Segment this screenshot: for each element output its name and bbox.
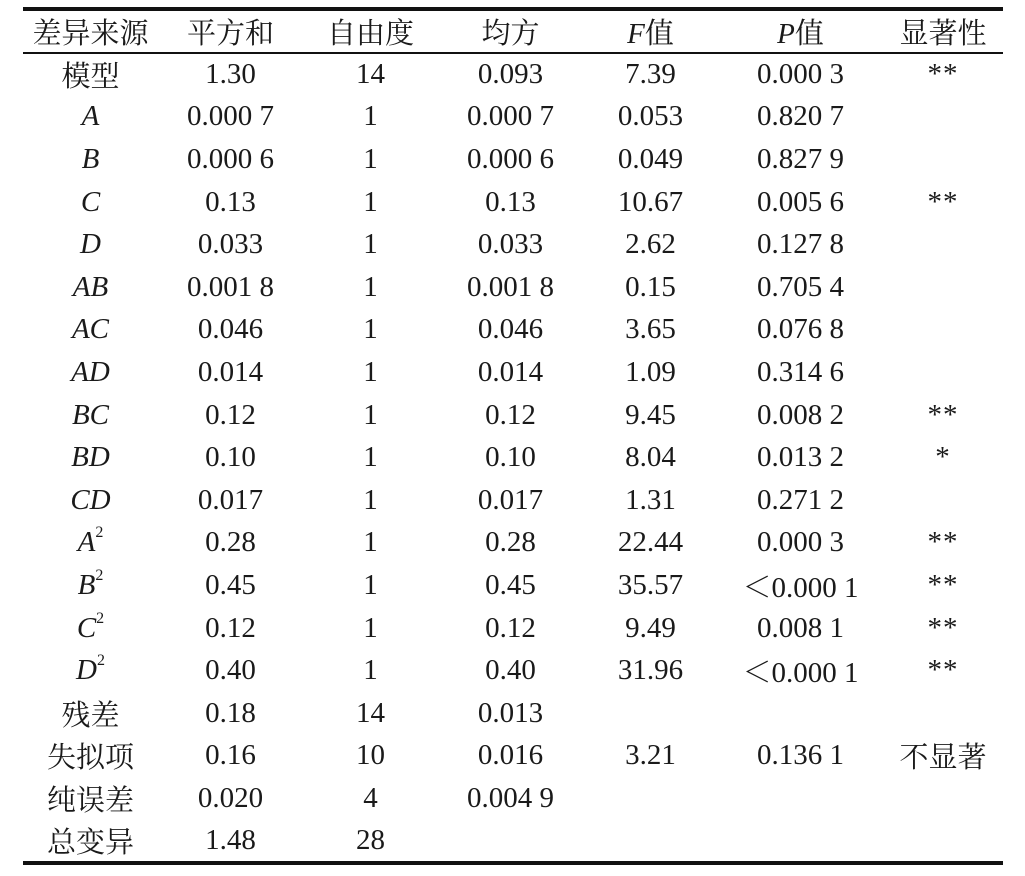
p-value-cell: 0.000 3	[757, 526, 844, 559]
significance-cell	[883, 777, 1003, 820]
table-row	[23, 181, 1003, 224]
header-f-symbol: F	[627, 18, 645, 50]
significance-cell: *	[935, 441, 951, 474]
mean-square-cell: 0.016	[477, 739, 544, 772]
sum-of-squares-cell: 0.12	[205, 398, 256, 431]
significance-cell: 不显著	[899, 742, 987, 775]
mean-square-cell: 0.017	[477, 483, 544, 516]
sum-of-squares-cell: 0.12	[205, 611, 256, 644]
f-value-cell: 1.09	[625, 355, 676, 388]
header-f-value	[583, 9, 718, 53]
sum-of-squares-cell: 0.014	[197, 355, 264, 388]
table-row	[23, 436, 1003, 479]
df-cell: 1	[363, 313, 378, 346]
mean-square-cell: 0.014	[477, 355, 544, 388]
df-cell: 1	[363, 355, 378, 388]
source-label: 总变异	[46, 826, 134, 859]
header-source: 差异来源	[23, 9, 158, 53]
significance-cell	[883, 309, 1003, 352]
source-label: CD	[70, 483, 111, 516]
f-value-cell	[583, 692, 718, 735]
table-row	[23, 96, 1003, 139]
p-value-cell: 0.314 6	[757, 355, 844, 388]
significance-cell: **	[927, 654, 959, 687]
table-row	[23, 692, 1003, 735]
df-cell: 1	[363, 142, 378, 175]
source-cell	[23, 138, 158, 181]
f-value-cell: 1.31	[625, 483, 676, 516]
df-cell: 4	[363, 781, 378, 814]
significance-cell	[883, 223, 1003, 266]
header-row	[23, 9, 1003, 53]
p-value-cell: 0.076 8	[757, 313, 844, 346]
source-cell	[23, 53, 158, 96]
table-row	[23, 735, 1003, 778]
sum-of-squares-cell: 0.046	[197, 313, 264, 346]
header-f-suffix: 值	[644, 18, 674, 50]
table-row	[23, 394, 1003, 437]
f-value-cell: 9.49	[625, 611, 676, 644]
p-value-cell: ＜0.000 1	[742, 571, 859, 604]
sum-of-squares-cell: 1.48	[158, 820, 303, 863]
sum-of-squares-cell: 0.017	[197, 483, 264, 516]
sum-of-squares-cell: 0.18	[205, 696, 256, 729]
sum-of-squares-cell: 0.28	[205, 526, 256, 559]
p-value-cell: 0.136 1	[757, 739, 844, 772]
df-cell: 1	[363, 568, 378, 601]
source-cell	[23, 564, 158, 607]
df-cell: 14	[356, 696, 385, 729]
p-value-cell: 0.008 1	[757, 611, 844, 644]
df-cell: 1	[363, 441, 378, 474]
df-cell: 28	[303, 820, 438, 863]
source-label: D	[76, 654, 97, 687]
p-value-cell: 0.271 2	[757, 483, 844, 516]
source-cell	[23, 649, 158, 692]
source-cell	[23, 692, 158, 735]
source-cell	[23, 522, 158, 565]
source-label: B	[77, 568, 96, 601]
source-label: C	[80, 185, 101, 218]
f-value-cell: 2.62	[625, 228, 676, 261]
f-value-cell	[583, 820, 718, 863]
mean-square-cell: 0.046	[477, 313, 544, 346]
sum-of-squares-cell: 1.30	[205, 58, 256, 91]
header-sum-of-squares: 平方和	[158, 9, 303, 53]
f-value-cell: 8.04	[625, 441, 676, 474]
source-label: 残差	[61, 699, 120, 732]
source-label: BD	[71, 441, 110, 474]
source-label: BC	[71, 398, 110, 431]
df-cell: 10	[356, 739, 385, 772]
source-cell	[23, 96, 158, 139]
table-row	[23, 607, 1003, 650]
p-value-cell: 0.005 6	[757, 185, 844, 218]
p-value-cell: 0.705 4	[757, 270, 844, 303]
p-value-cell: ＜0.000 1	[742, 657, 859, 690]
table-row	[23, 564, 1003, 607]
mean-square-cell: 0.12	[485, 398, 536, 431]
f-value-cell: 10.67	[617, 185, 684, 218]
source-cell	[23, 181, 158, 224]
source-cell	[23, 394, 158, 437]
table-body	[23, 53, 1003, 863]
significance-cell	[883, 820, 1003, 863]
source-cell	[23, 351, 158, 394]
significance-cell	[883, 266, 1003, 309]
source-label: D	[80, 228, 101, 261]
source-cell	[23, 436, 158, 479]
p-value-cell: 0.827 9	[757, 142, 844, 175]
f-value-cell: 3.65	[625, 313, 676, 346]
df-cell: 1	[363, 185, 378, 218]
significance-cell: **	[927, 58, 959, 91]
f-value-cell: 9.45	[625, 398, 676, 431]
sum-of-squares-cell: 0.40	[205, 654, 256, 687]
significance-cell: **	[927, 398, 959, 431]
f-value-cell: 0.053	[617, 100, 684, 133]
significance-cell: **	[927, 568, 959, 601]
exponent: 2	[95, 566, 104, 584]
table-row	[23, 309, 1003, 352]
anova-table	[23, 7, 1003, 865]
mean-square-cell: 0.28	[485, 526, 536, 559]
source-label: AD	[71, 355, 110, 388]
df-cell: 1	[363, 526, 378, 559]
table-row	[23, 777, 1003, 820]
mean-square-cell: 0.004 9	[467, 781, 554, 814]
header-degrees-of-freedom: 自由度	[303, 9, 438, 53]
df-cell: 1	[363, 100, 378, 133]
p-value-cell	[718, 777, 883, 820]
sum-of-squares-cell: 0.000 7	[187, 100, 274, 133]
mean-square-cell: 0.001 8	[467, 270, 554, 303]
source-label: 模型	[61, 61, 120, 94]
source-label: AB	[72, 270, 109, 303]
source-label: A	[77, 526, 96, 559]
f-value-cell: 3.21	[625, 739, 676, 772]
source-cell	[23, 309, 158, 352]
f-value-cell: 0.15	[625, 270, 676, 303]
significance-cell	[883, 96, 1003, 139]
header-p-symbol: P	[777, 18, 795, 50]
significance-cell: **	[927, 611, 959, 644]
source-label: 纯误差	[46, 784, 134, 817]
header-mean-square: 均方	[438, 9, 583, 53]
exponent: 2	[96, 652, 105, 670]
significance-cell: **	[927, 526, 959, 559]
sum-of-squares-cell: 0.16	[205, 739, 256, 772]
source-cell	[23, 223, 158, 266]
sum-of-squares-cell: 0.10	[205, 441, 256, 474]
source-label: B	[81, 142, 100, 175]
exponent: 2	[96, 609, 105, 627]
sum-of-squares-cell: 0.000 6	[187, 142, 274, 175]
df-cell: 1	[363, 398, 378, 431]
sum-of-squares-cell: 0.13	[205, 185, 256, 218]
df-cell: 1	[363, 228, 378, 261]
mean-square-cell: 0.033	[477, 228, 544, 261]
f-value-cell	[583, 777, 718, 820]
table-row	[23, 649, 1003, 692]
mean-square-cell: 0.40	[485, 654, 536, 687]
sum-of-squares-cell: 0.020	[197, 781, 264, 814]
mean-square-cell: 0.12	[485, 611, 536, 644]
source-cell	[23, 820, 158, 863]
mean-square-cell: 0.000 6	[467, 142, 554, 175]
source-label: AC	[71, 313, 110, 346]
source-label: 失拟项	[46, 742, 134, 775]
sum-of-squares-cell: 0.033	[197, 228, 264, 261]
p-value-cell: 0.820 7	[757, 100, 844, 133]
significance-cell: **	[927, 185, 959, 218]
table-row	[23, 266, 1003, 309]
mean-square-cell: 0.013	[477, 696, 544, 729]
p-value-cell: 0.000 3	[757, 58, 844, 91]
table-row	[23, 53, 1003, 96]
df-cell: 1	[363, 483, 378, 516]
mean-square-cell: 0.10	[485, 441, 536, 474]
source-label: C	[76, 611, 97, 644]
table-row	[23, 351, 1003, 394]
p-value-cell: 0.127 8	[757, 228, 844, 261]
mean-square-cell: 0.000 7	[467, 100, 554, 133]
f-value-cell: 22.44	[617, 526, 684, 559]
header-p-value	[718, 9, 883, 53]
p-value-cell: 0.008 2	[757, 398, 844, 431]
source-cell	[23, 607, 158, 650]
p-value-cell	[718, 692, 883, 735]
df-cell: 14	[356, 58, 385, 91]
significance-cell	[883, 479, 1003, 522]
mean-square-cell: 0.45	[485, 568, 536, 601]
mean-square-cell: 0.093	[477, 58, 544, 91]
source-cell	[23, 735, 158, 778]
header-significance: 显著性	[883, 9, 1003, 53]
table-row	[23, 820, 1003, 863]
p-value-cell	[718, 820, 883, 863]
df-cell: 1	[363, 270, 378, 303]
source-cell	[23, 266, 158, 309]
f-value-cell: 35.57	[617, 568, 684, 601]
f-value-cell: 0.049	[617, 142, 684, 175]
f-value-cell: 31.96	[617, 654, 684, 687]
table-row	[23, 479, 1003, 522]
sum-of-squares-cell: 0.001 8	[187, 270, 274, 303]
header-p-suffix: 值	[794, 18, 824, 50]
table-row	[23, 522, 1003, 565]
exponent: 2	[95, 524, 104, 542]
significance-cell	[883, 692, 1003, 735]
sum-of-squares-cell: 0.45	[205, 568, 256, 601]
df-cell: 1	[363, 611, 378, 644]
df-cell: 1	[363, 654, 378, 687]
table-row	[23, 138, 1003, 181]
significance-cell	[883, 351, 1003, 394]
p-value-cell: 0.013 2	[757, 441, 844, 474]
f-value-cell: 7.39	[625, 58, 676, 91]
table-row	[23, 223, 1003, 266]
source-cell	[23, 777, 158, 820]
source-cell	[23, 479, 158, 522]
mean-square-cell: 0.13	[485, 185, 536, 218]
significance-cell	[883, 138, 1003, 181]
source-label: A	[81, 100, 100, 133]
mean-square-cell	[438, 820, 583, 863]
